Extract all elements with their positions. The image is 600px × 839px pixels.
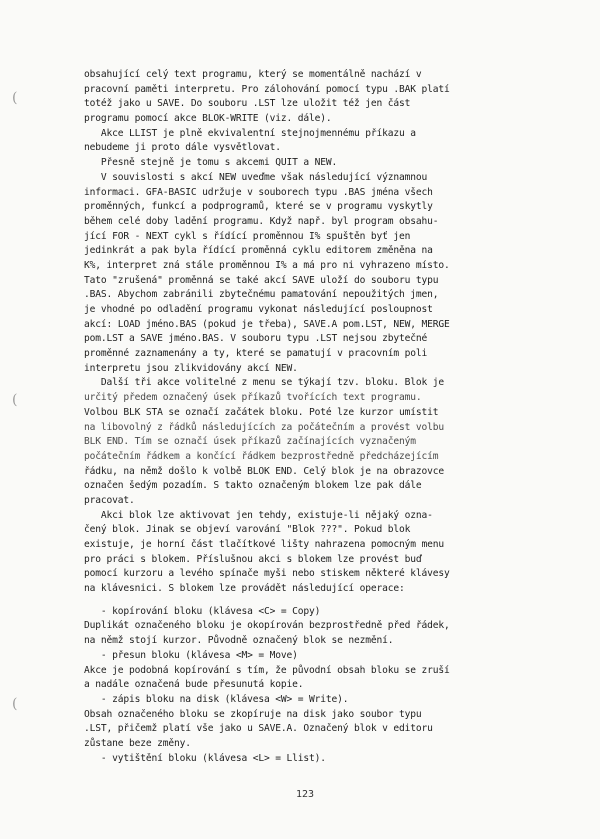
blank-line xyxy=(84,597,540,605)
text-line: Přesně stejně je tomu s akcemi QUIT a NEW. xyxy=(84,157,338,169)
text-line: počátečním řádkem a končící řádkem bezprostředně předcházejícím xyxy=(84,450,439,462)
body-text xyxy=(84,68,540,766)
binding-hole-mark: ( xyxy=(12,392,18,408)
text-line: Akci blok lze aktivovat jen tehdy, existuje-li nějaký ozna- xyxy=(84,509,433,521)
text-line: jedinkrát a pak byla řídící proměnná cyklu editorem změněna na xyxy=(84,245,433,257)
text-line: pro práci s blokem. Příslušnou akci s blokem lze provést buď xyxy=(84,553,422,565)
text-line: proměnné zaznamenány a ty, které se pamatují v pracovním poli xyxy=(84,348,428,360)
text-line: na němž stojí kurzor. Původně označený blok se nezmění. xyxy=(84,635,394,647)
text-line: BLK END. Tím se označí úsek příkazů začínajících vyznačeným xyxy=(84,436,416,448)
text-line: zůstane beze změny. xyxy=(84,737,191,749)
text-line: během celé doby ladění programu. Když např. byl program obsahu- xyxy=(84,215,439,227)
binding-hole-mark: ( xyxy=(12,90,18,106)
text-line: .BAS. Abychom zabránili zbytečnému pamatování nepoužitých jmen, xyxy=(84,289,439,301)
text-line: totéž jako u SAVE. Do souboru .LST lze uložit též jen část xyxy=(84,98,411,110)
text-line: .LST, přičemž platí vše jako u SAVE.A. Označený blok v editoru xyxy=(84,723,433,735)
text-line: Obsah označeného bloku se zkopíruje na disk jako soubor typu xyxy=(84,708,422,720)
text-line: nebudeme ji proto dále vysvětlovat. xyxy=(84,142,281,154)
text-line: - kopírování bloku (klávesa <C> = Copy) xyxy=(84,605,321,617)
text-line: na klávesnici. S blokem lze provádět následující operace: xyxy=(84,583,405,595)
text-line: jící FOR - NEXT cykl s řídící proměnnou I% spuštěn byť jen xyxy=(84,230,411,242)
text-line: pracovní paměti interpretu. Pro zálohování pomocí typu .BAK platí xyxy=(84,83,450,95)
text-line: na libovolný z řádků následujících za počátečním a provést volbu xyxy=(84,421,445,433)
text-line: programu pomocí akce BLOK-WRITE (viz. dále). xyxy=(84,113,332,125)
binding-hole-mark: ( xyxy=(12,696,18,712)
text-line: interpretu jsou zlikvidovány akcí NEW. xyxy=(84,362,298,374)
text-line: obsahující celý text programu, který se momentálně nachází v xyxy=(84,69,422,80)
text-line: Akce je podobná kopírování s tím, že původní obsah bloku se zruší xyxy=(84,664,450,676)
text-line: je vhodné po odladění programu vykonat následující posloupnost xyxy=(84,304,433,315)
text-line: - zápis bloku na disk (klávesa <W> = Write). xyxy=(84,693,349,705)
text-line: pracovat. xyxy=(84,494,135,506)
text-line: čený blok. Jinak se objeví varování "Blok ???". Pokud blok xyxy=(84,524,411,536)
text-line: informaci. GFA-BASIC udržuje v souborech typu .BAS jména všech xyxy=(84,186,433,198)
text-line: pom.LST a SAVE jméno.BAS. V souboru typu .LST nejsou zbytečné xyxy=(84,333,428,345)
text-line: - přesun bloku (klávesa <M> = Move) xyxy=(84,649,298,661)
text-line: řádku, na němž došlo k volbě BLOK END. Celý blok je na obrazovce xyxy=(84,465,445,477)
text-line: - vytištění bloku (klávesa <L> = Llist). xyxy=(84,752,326,764)
text-line: existuje, je horní část tlačítkové lišty nahrazena pomocným menu xyxy=(84,539,445,550)
text-line: Duplikát označeného bloku je okopírován bezprostředně před řádek, xyxy=(84,620,450,632)
text-line: Volbou BLK STA se označí začátek bloku. Poté lze kurzor umístit xyxy=(84,406,439,418)
text-line: Tato "zrušená" proměnná se také akcí SAVE uloží do souboru typu xyxy=(84,274,439,286)
text-line: pomocí kurzoru a levého spínače myši nebo stiskem některé klávesy xyxy=(84,568,450,580)
text-line: označen šedým pozadím. S takto označeným blokem lze pak dále xyxy=(84,480,422,492)
text-line: Další tři akce volitelné z menu se týkají tzv. bloku. Blok je xyxy=(84,377,445,389)
text-line: proměnných, funkcí a podprogramů, které se v programu vyskytly xyxy=(84,201,433,213)
text-line: akcí: LOAD jméno.BAS (pokud je třeba), SAVE.A pom.LST, NEW, MERGE xyxy=(84,318,450,330)
text-line: K%, interpret zná stále proměnnou I% a má pro ni vyhrazeno místo. xyxy=(84,259,450,271)
page-number: 123 xyxy=(296,789,315,800)
text-line: a nadále označená bude přesunutá kopie. xyxy=(84,679,304,691)
text-line: V souvislosti s akcí NEW uveďme však následující významnou xyxy=(84,171,428,183)
text-line: určitý předem označený úsek příkazů tvořících text programu. xyxy=(84,392,422,404)
text-line: Akce LLIST je plně ekvivalentní stejnojmennému příkazu a xyxy=(84,127,416,139)
